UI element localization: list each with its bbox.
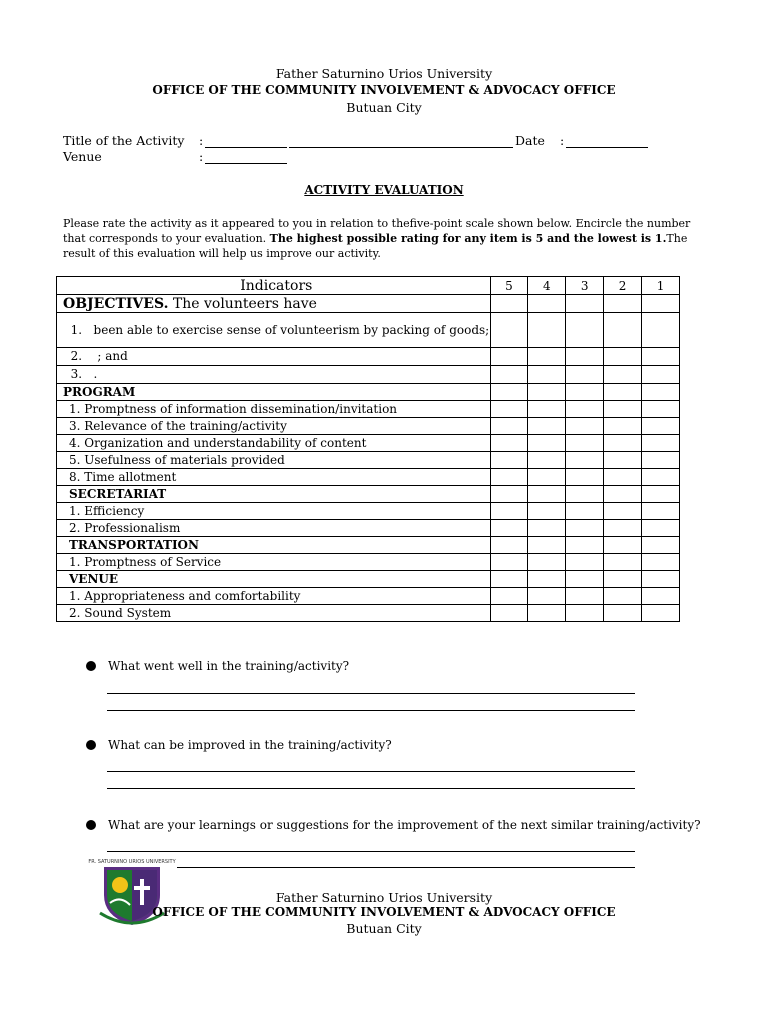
objective-item: 2. ; and xyxy=(57,348,491,366)
table-row xyxy=(57,605,680,622)
table-row xyxy=(57,418,680,435)
rating-cell-1[interactable] xyxy=(642,295,680,313)
rating-cell-3[interactable] xyxy=(566,435,604,452)
footer-office: OFFICE OF THE COMMUNITY INVOLVEMENT & ADVOCACY OFFICE xyxy=(152,905,616,919)
indicator-item: 2. Sound System xyxy=(57,605,491,622)
instructions-text-2: The result of this evaluation will help us improve our activity. xyxy=(63,232,688,260)
rating-cell-2[interactable] xyxy=(604,418,642,435)
indicators-header: Indicators xyxy=(57,277,491,295)
rating-cell-4[interactable] xyxy=(528,520,566,537)
table-row xyxy=(57,313,680,348)
rating-cell-3[interactable] xyxy=(566,554,604,571)
section-heading-suffix: The volunteers have xyxy=(168,295,317,312)
indicator-item: 1. Efficiency xyxy=(57,503,491,520)
question-2 xyxy=(86,738,392,752)
section-heading: VENUE xyxy=(57,571,491,588)
rating-cell-5[interactable] xyxy=(490,435,528,452)
indicator-item: 8. Time allotment xyxy=(57,469,491,486)
rating-cell-2[interactable] xyxy=(604,588,642,605)
rating-header-2: 2 xyxy=(604,277,642,295)
table-row xyxy=(57,486,680,503)
table-row xyxy=(57,520,680,537)
rating-cell-4[interactable] xyxy=(528,588,566,605)
footer-university: Father Saturnino Urios University xyxy=(275,890,493,905)
rating-cell-1[interactable] xyxy=(642,503,680,520)
instructions xyxy=(63,216,713,261)
indicator-item: 2. Professionalism xyxy=(57,520,491,537)
rating-cell-2[interactable] xyxy=(604,503,642,520)
rating-cell-4[interactable] xyxy=(528,401,566,418)
indicator-item: 1. Appropriateness and comfortability xyxy=(57,588,491,605)
indicator-item: 5. Usefulness of materials provided xyxy=(57,452,491,469)
evaluation-table xyxy=(56,276,680,622)
venue-input-line[interactable] xyxy=(205,163,287,164)
rating-cell-3[interactable] xyxy=(566,605,604,622)
section-heading: SECRETARIAT xyxy=(57,486,491,503)
rating-cell-1[interactable] xyxy=(642,554,680,571)
table-row xyxy=(57,469,680,486)
section-heading: TRANSPORTATION xyxy=(57,537,491,554)
bullet-icon xyxy=(86,740,96,750)
rating-cell-5[interactable] xyxy=(490,486,528,503)
rating-cell-1[interactable] xyxy=(642,486,680,503)
bullet-icon xyxy=(86,661,96,671)
rating-cell-1[interactable] xyxy=(642,452,680,469)
rating-cell-1[interactable] xyxy=(642,384,680,401)
rating-cell-4[interactable] xyxy=(528,384,566,401)
instructions-bold: The highest possible rating for any item is 5 and the lowest is 1. xyxy=(269,232,667,245)
rating-cell-2[interactable] xyxy=(604,554,642,571)
rating-cell-2[interactable] xyxy=(604,348,642,366)
rating-cell-1[interactable] xyxy=(642,605,680,622)
table-row xyxy=(57,554,680,571)
rating-cell-5[interactable] xyxy=(490,554,528,571)
rating-cell-4[interactable] xyxy=(528,295,566,313)
section-heading xyxy=(57,295,491,313)
rating-cell-2[interactable] xyxy=(604,313,642,348)
date-label: Date xyxy=(515,133,545,148)
date-input-line[interactable] xyxy=(566,147,648,148)
table-row xyxy=(57,503,680,520)
question-3-text: What are your learnings or suggestions for the improvement of the next similar training/activity? xyxy=(108,818,701,832)
rating-cell-4[interactable] xyxy=(528,554,566,571)
date-colon: : xyxy=(560,133,565,148)
rating-cell-5[interactable] xyxy=(490,571,528,588)
question-3 xyxy=(86,818,701,832)
rating-cell-4[interactable] xyxy=(528,571,566,588)
rating-cell-1[interactable] xyxy=(642,588,680,605)
rating-cell-2[interactable] xyxy=(604,384,642,401)
rating-cell-4[interactable] xyxy=(528,452,566,469)
rating-cell-5[interactable] xyxy=(490,588,528,605)
rating-cell-5[interactable] xyxy=(490,503,528,520)
rating-cell-1[interactable] xyxy=(642,366,680,384)
rating-cell-5[interactable] xyxy=(490,469,528,486)
rating-cell-5[interactable] xyxy=(490,313,528,348)
footer-city: Butuan City xyxy=(346,921,422,936)
rating-cell-4[interactable] xyxy=(528,537,566,554)
rating-cell-3[interactable] xyxy=(566,469,604,486)
rating-header-3: 3 xyxy=(566,277,604,295)
table-row xyxy=(57,295,680,313)
objective-item: 1. been able to exercise sense of volunteerism by packing of goods; xyxy=(57,313,491,348)
answer-3-line-1[interactable] xyxy=(107,851,635,852)
rating-cell-2[interactable] xyxy=(604,469,642,486)
rating-cell-3[interactable] xyxy=(566,588,604,605)
rating-cell-2[interactable] xyxy=(604,486,642,503)
table-row xyxy=(57,588,680,605)
rating-cell-4[interactable] xyxy=(528,435,566,452)
table-row xyxy=(57,452,680,469)
rating-cell-3[interactable] xyxy=(566,571,604,588)
rating-cell-2[interactable] xyxy=(604,537,642,554)
rating-cell-2[interactable] xyxy=(604,605,642,622)
rating-cell-3[interactable] xyxy=(566,503,604,520)
document-title: ACTIVITY EVALUATION xyxy=(304,183,464,197)
rating-cell-1[interactable] xyxy=(642,401,680,418)
rating-header-4: 4 xyxy=(528,277,566,295)
table-row xyxy=(57,366,680,384)
rating-cell-5[interactable] xyxy=(490,401,528,418)
rating-cell-5[interactable] xyxy=(490,348,528,366)
rating-cell-4[interactable] xyxy=(528,469,566,486)
rating-cell-5[interactable] xyxy=(490,520,528,537)
header-city: Butuan City xyxy=(346,100,422,115)
answer-3-line-2[interactable] xyxy=(177,867,635,868)
rating-cell-3[interactable] xyxy=(566,348,604,366)
table-row xyxy=(57,401,680,418)
instructions-text: Please rate the activity as it appeared to you in relation to thefive-point scale shown below. Encircle the number that corresponds to your evaluation. xyxy=(63,217,691,245)
title-colon: : xyxy=(199,133,204,148)
rating-cell-4[interactable] xyxy=(528,366,566,384)
rating-cell-4[interactable] xyxy=(528,486,566,503)
title-input-line-2[interactable] xyxy=(289,147,513,148)
table-row xyxy=(57,348,680,366)
rating-cell-3[interactable] xyxy=(566,384,604,401)
rating-cell-1[interactable] xyxy=(642,571,680,588)
rating-cell-3[interactable] xyxy=(566,486,604,503)
rating-cell-3[interactable] xyxy=(566,452,604,469)
section-heading-label: OBJECTIVES. xyxy=(63,295,169,312)
indicator-item: 3. Relevance of the training/activity xyxy=(57,418,491,435)
rating-cell-2[interactable] xyxy=(604,295,642,313)
question-1 xyxy=(86,659,349,673)
rating-header-5: 5 xyxy=(490,277,528,295)
rating-cell-3[interactable] xyxy=(566,418,604,435)
table-header-row xyxy=(57,277,680,295)
rating-cell-1[interactable] xyxy=(642,537,680,554)
rating-cell-3[interactable] xyxy=(566,520,604,537)
answer-2-line-2[interactable] xyxy=(107,788,635,789)
table-row xyxy=(57,384,680,401)
title-label: Title of the Activity xyxy=(63,133,185,148)
rating-cell-1[interactable] xyxy=(642,520,680,537)
rating-cell-5[interactable] xyxy=(490,418,528,435)
rating-cell-5[interactable] xyxy=(490,537,528,554)
answer-1-line-2[interactable] xyxy=(107,710,635,711)
table-row xyxy=(57,435,680,452)
rating-cell-4[interactable] xyxy=(528,313,566,348)
rating-cell-2[interactable] xyxy=(604,571,642,588)
indicator-item: 4. Organization and understandability of content xyxy=(57,435,491,452)
venue-label: Venue xyxy=(63,149,102,164)
rating-cell-4[interactable] xyxy=(528,503,566,520)
indicator-item: 1. Promptness of Service xyxy=(57,554,491,571)
table-row xyxy=(57,537,680,554)
title-input-line[interactable] xyxy=(205,147,287,148)
seal-ring-text: FR. SATURNINO URIOS UNIVERSITY xyxy=(88,859,176,865)
rating-cell-4[interactable] xyxy=(528,348,566,366)
rating-cell-4[interactable] xyxy=(528,418,566,435)
rating-cell-2[interactable] xyxy=(604,452,642,469)
rating-cell-2[interactable] xyxy=(604,520,642,537)
rating-cell-3[interactable] xyxy=(566,313,604,348)
rating-cell-3[interactable] xyxy=(566,401,604,418)
header-office: OFFICE OF THE COMMUNITY INVOLVEMENT & ADVOCACY OFFICE xyxy=(152,83,616,97)
rating-cell-5[interactable] xyxy=(490,295,528,313)
rating-cell-4[interactable] xyxy=(528,605,566,622)
rating-cell-5[interactable] xyxy=(490,384,528,401)
rating-cell-5[interactable] xyxy=(490,366,528,384)
rating-cell-5[interactable] xyxy=(490,452,528,469)
rating-cell-1[interactable] xyxy=(642,313,680,348)
table-row xyxy=(57,571,680,588)
rating-cell-2[interactable] xyxy=(604,366,642,384)
header-university: Father Saturnino Urios University xyxy=(275,66,493,81)
rating-header-1: 1 xyxy=(642,277,680,295)
rating-cell-1[interactable] xyxy=(642,418,680,435)
indicator-item: 1. Promptness of information dissemination/invitation xyxy=(57,401,491,418)
rating-cell-1[interactable] xyxy=(642,469,680,486)
question-1-text: What went well in the training/activity? xyxy=(108,659,350,673)
rating-cell-2[interactable] xyxy=(604,401,642,418)
objective-item: 3. . xyxy=(57,366,491,384)
bullet-icon xyxy=(86,820,96,830)
rating-cell-3[interactable] xyxy=(566,295,604,313)
answer-1-line-1[interactable] xyxy=(107,693,635,694)
rating-cell-3[interactable] xyxy=(566,366,604,384)
answer-2-line-1[interactable] xyxy=(107,771,635,772)
rating-cell-2[interactable] xyxy=(604,435,642,452)
rating-cell-1[interactable] xyxy=(642,435,680,452)
rating-cell-1[interactable] xyxy=(642,348,680,366)
rating-cell-5[interactable] xyxy=(490,605,528,622)
rating-cell-3[interactable] xyxy=(566,537,604,554)
venue-colon: : xyxy=(199,149,204,164)
question-2-text: What can be improved in the training/activity? xyxy=(108,738,392,752)
section-heading: PROGRAM xyxy=(57,384,491,401)
